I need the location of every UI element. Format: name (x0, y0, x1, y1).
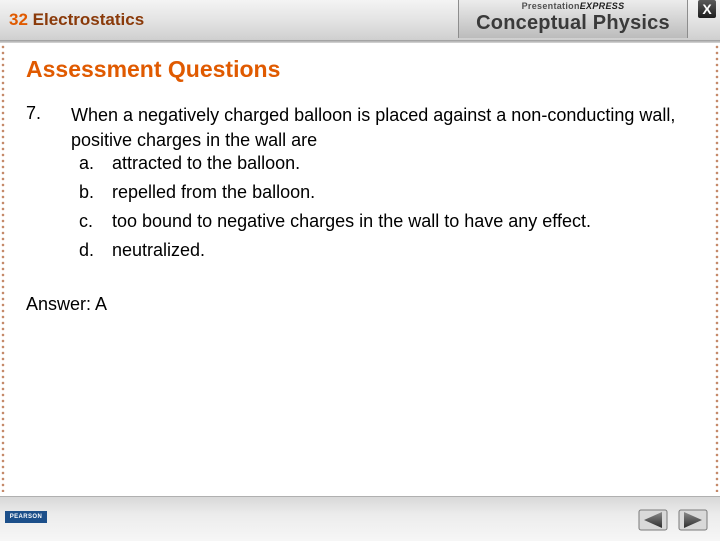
option-text: neutralized. (112, 240, 206, 260)
option-text: attracted to the balloon. (112, 153, 301, 173)
option-letter: d. (79, 240, 95, 260)
footer-bar (0, 496, 720, 541)
question-number: 7. (26, 103, 42, 123)
option-letter: b. (79, 182, 95, 202)
logo-tagline-suffix: EXPRESS (579, 1, 625, 11)
answer-text: Answer: A (26, 294, 108, 314)
chapter-number: 32 (9, 10, 28, 29)
close-button[interactable]: X (698, 0, 716, 18)
previous-slide-icon (638, 509, 668, 531)
header-divider (0, 40, 720, 43)
publisher-logo: PEARSON (5, 511, 47, 523)
chapter-title: Electrostatics (32, 10, 145, 29)
next-slide-icon (678, 509, 708, 531)
page-title: Assessment Questions (26, 56, 281, 82)
question-text: When a negatively charged balloon is placed against a non-conducting wall, positive charges in the wall are (71, 105, 676, 150)
option-letter: c. (79, 211, 94, 231)
chapter-heading (9, 10, 144, 30)
product-logo (458, 0, 688, 38)
option-letter: a. (79, 153, 95, 173)
logo-tagline (459, 1, 687, 11)
next-slide-button[interactable] (678, 509, 708, 531)
logo-tagline-prefix: Presentation (521, 1, 580, 11)
header-bar (0, 0, 720, 40)
left-dotted-border (1, 44, 5, 492)
logo-title: Conceptual Physics (476, 12, 670, 34)
option-text: too bound to negative charges in the wall to have any effect. (112, 211, 591, 231)
option-text: repelled from the balloon. (112, 182, 316, 202)
right-dotted-border (715, 44, 719, 492)
previous-slide-button[interactable] (638, 509, 668, 531)
